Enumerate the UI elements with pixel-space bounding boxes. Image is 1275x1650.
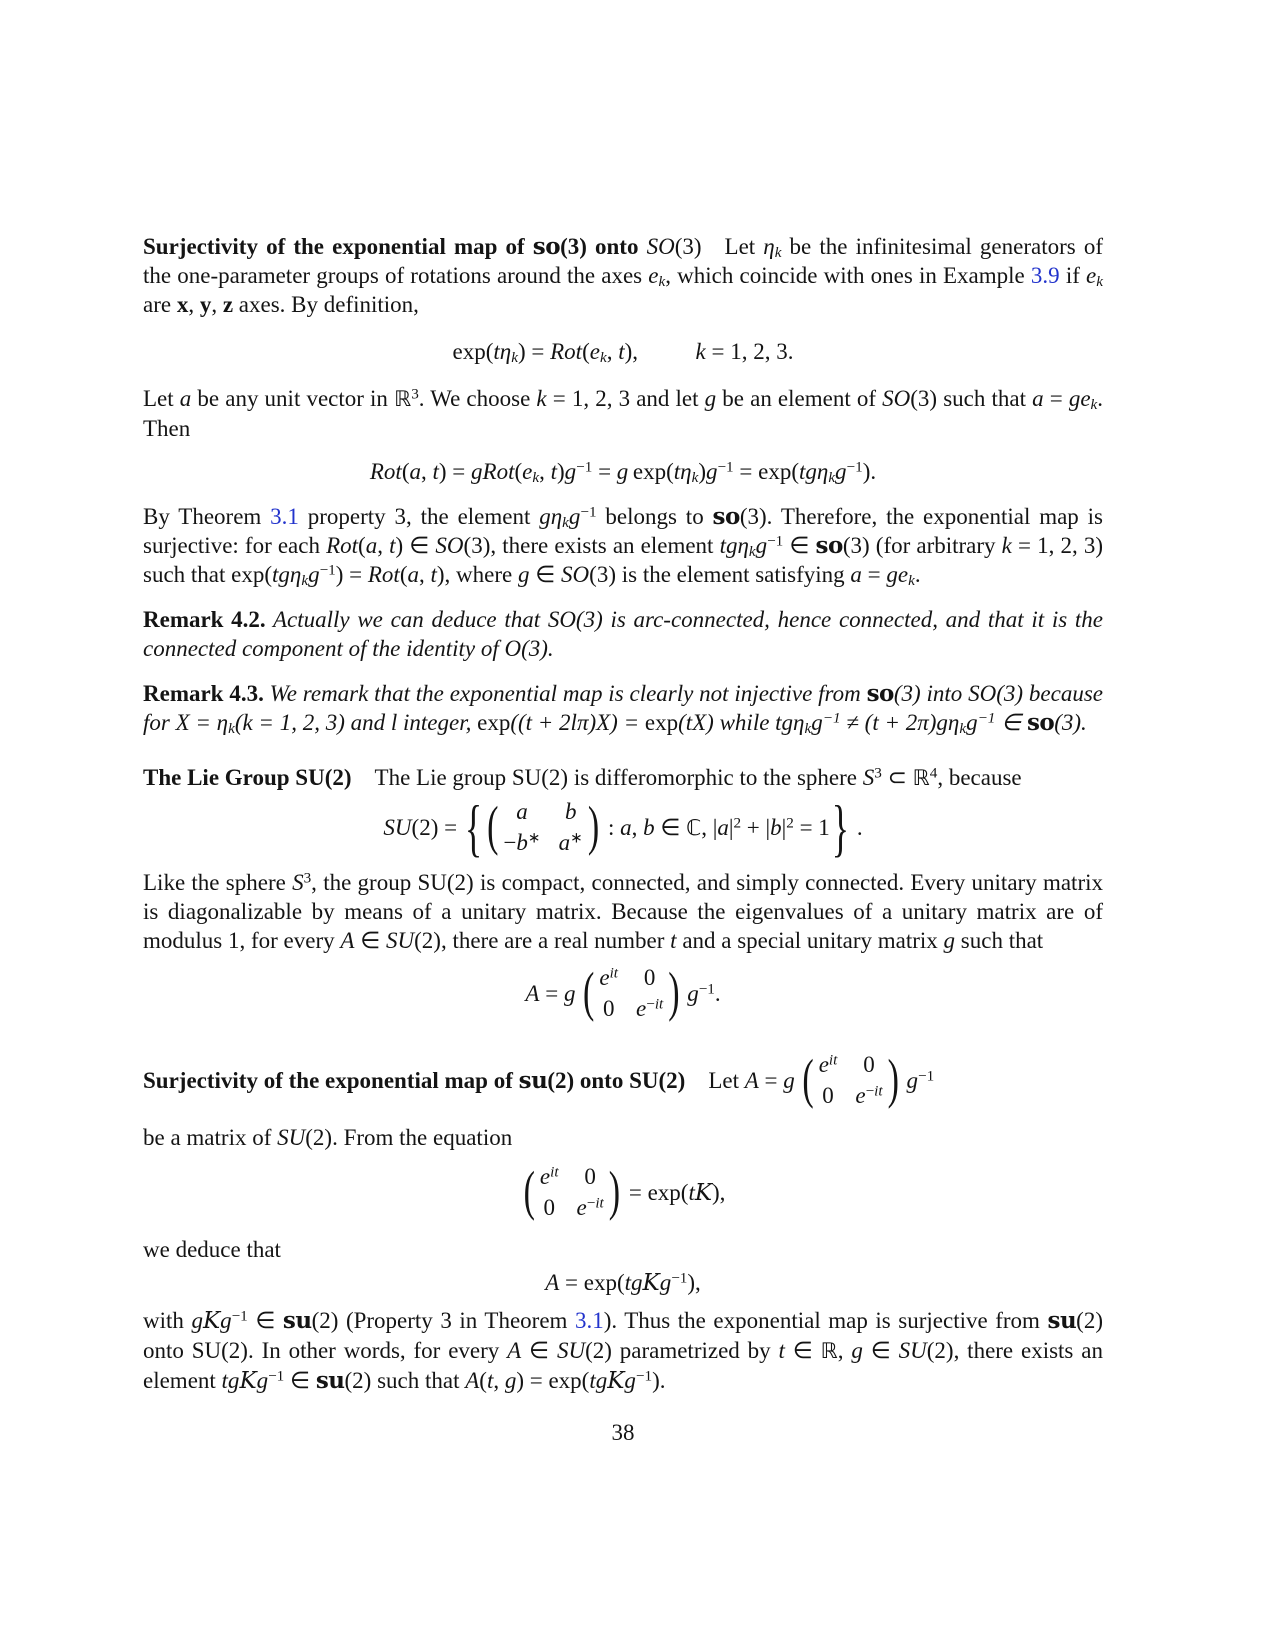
math-text: $g^{-1}$. (687, 980, 721, 1006)
ref-link[interactable]: 3.1 (574, 1308, 604, 1333)
matrix (486, 797, 600, 858)
big-brace: { (464, 792, 483, 863)
math-text: Rot(a, $t) = gRot(e_k$, $t)g^{-1} = g$ $\exp(t\eta_k)g^{-1} = \exp(tg\eta_kg^{-1})$. (369, 458, 877, 487)
equation-exp-rot (143, 337, 1103, 366)
big-paren-right: ) (668, 962, 680, 1023)
script-symbol: K (239, 1368, 257, 1394)
equation-rot-conjugation (143, 457, 1103, 486)
big-paren-left: ( (802, 1049, 814, 1110)
matrix-cell: $e^{-it}$ (855, 1082, 883, 1108)
remark-4-3: Remark 4.3. We remark that the exponential map is clearly not injective from so(3) into SO(3) because for $X = \eta_k(k = 1$, 2, 3) and l integer, exp((t + 2lπ)X) = exp(tX) while $tg\eta_kg^{-1} \ne (t + 2\pi)g\eta_kg^{-1}$ ∈ so(3). (143, 680, 1103, 738)
big-paren-right: ) (887, 1049, 899, 1110)
matrix-cell: $e^{it}$ (599, 964, 619, 990)
matrix-cell: 0 (822, 1083, 834, 1108)
fraktur-symbol: so (815, 532, 843, 559)
script-symbol: K (694, 1179, 713, 1206)
fraktur-symbol: so (712, 503, 740, 530)
para-we-deduce: we deduce that (143, 1237, 281, 1262)
matrix-cell: −b∗ (503, 829, 541, 855)
big-paren-right: ) (608, 1161, 621, 1222)
fraktur-symbol: su (1047, 1307, 1077, 1334)
matrix-cell: $e^{-it}$ (576, 1194, 604, 1220)
fraktur-symbol: so (1026, 709, 1055, 736)
fraktur-symbol: so (532, 233, 561, 260)
equation-A-exp (143, 1268, 1103, 1298)
matrix-cell: $e^{it}$ (539, 1163, 559, 1189)
matrix-entries (503, 797, 582, 858)
fraktur-symbol: su (282, 1307, 312, 1334)
matrix-cell: 0 (643, 965, 656, 990)
matrix (801, 1050, 900, 1111)
script-symbol: K (607, 1368, 625, 1394)
para-like-the-sphere: Like the sphere $S^3$, the group SU(2) is compact, connected, and simply connected. Every unitary matrix is diagonalizable by means of a unitary matrix. Because the eigenvalues of a unitary matrix are of modulus 1, for every A ∈ SU(2), there are a real number t and a special unitary matrix g such that (143, 869, 1103, 953)
equation-exp-tK (143, 1162, 1103, 1223)
heading-surjectivity-su2 (143, 1050, 1103, 1111)
fraktur-symbol: su (518, 1067, 548, 1094)
matrix-entries (819, 1050, 883, 1111)
math-text: Surjectivity of the exponential map of su(2) onto SU(2) Let A = g (143, 1067, 795, 1094)
matrix-cell: a (516, 799, 528, 824)
script-symbol: K (202, 1308, 221, 1334)
big-paren-left: ( (523, 1161, 535, 1222)
math-text: . (851, 815, 863, 840)
matrix-cell: 0 (543, 1195, 555, 1220)
big-paren-right: ) (587, 796, 600, 857)
equation-su2-definition (143, 792, 1103, 863)
math-text: : a, b ∈ ℂ, $|a|^2 + |b|^2 = 1$ (602, 813, 830, 841)
math-text: $g^{-1}$ (906, 1067, 935, 1093)
math-text: $\exp(t\eta_k) = Rot(e_k$, t), k = 1, 2, 3. (452, 339, 794, 367)
matrix-cell: 0 (602, 996, 615, 1021)
blackboard-symbol: ℝ (820, 1339, 838, 1364)
matrix-cell: $e^{-it}$ (636, 995, 664, 1021)
ref-link[interactable]: 3.9 (1030, 263, 1060, 288)
para-be-a-matrix: be a matrix of SU(2). From the equation (143, 1125, 513, 1150)
para-unit-vector: Let a be any unit vector in ℝ$^3$. We choose k = 1, 2, 3 and let g be an element of SO(3) such that $a = ge_k$. Then (143, 385, 1104, 441)
para-surjectivity-so3: Surjectivity of the exponential map of so(3) onto SO(3) Let $\eta_k$ be the infinitesimal generators of the one-parameter groups of rotations around the axes $e_k$, which coincide with ones in Example 3.9 if $e_k$ are x, y, z axes. By definition, (143, 233, 1103, 317)
page-number: 38 (611, 1420, 635, 1445)
matrix-cell: 0 (863, 1052, 875, 1077)
blackboard-symbol: ℝ (394, 387, 412, 412)
script-symbol: K (642, 1270, 660, 1296)
remark-4-2: Remark 4.2. Actually we can deduce that SO(3) is arc-connected, hence connected, and that it is the connected component of the identity of O(3). (143, 607, 1103, 661)
blackboard-symbol: ℂ (686, 815, 702, 841)
matrix-cell: a∗ (558, 829, 583, 855)
big-paren-left: ( (487, 796, 499, 857)
matrix-entries (540, 1162, 604, 1223)
fraktur-symbol: su (315, 1367, 345, 1394)
para-conclusion: with gKg$^{-1}$ ∈ su(2) (Property 3 in Theorem 3.1). Thus the exponential map is surjective from su(2) onto SU(2). In other words, for every A ∈ SU(2) parametrized by t ∈ ℝ, g ∈ SU(2), there exists an element tgKg$^{-1}$ ∈ su(2) such that A(t, g) = exp(tgKg$^{-1}$). (143, 1307, 1103, 1394)
blackboard-symbol: ℝ (912, 766, 930, 791)
equation-A-diagonalization (143, 963, 1103, 1024)
math-text: A = exp(tgKg$^{-1}$), (545, 1269, 701, 1296)
ref-link[interactable]: 3.1 (270, 504, 299, 529)
para-by-theorem: By Theorem 3.1 property 3, the element $g\eta_kg^{-1}$ belongs to so(3). Therefore, the exponential map is surjective: for each Rot(a, t) ∈ SO(3), there exists an element $tg\eta_kg^{-1}$ ∈ so(3) (for arbitrary k = 1, 2, 3) such that $\exp(tg\eta_kg^{-1}) = Rot(a$, t), where g ∈ SO(3) is the element satisfying $a = ge_k$. (143, 503, 1103, 590)
matrix-cell: $e^{it}$ (818, 1051, 838, 1077)
matrix-cell: b (565, 799, 577, 824)
big-brace: } (831, 792, 850, 863)
fraktur-symbol: so (866, 680, 894, 707)
math-text: SU(2) = (383, 815, 463, 840)
matrix (523, 1162, 622, 1223)
matrix-cell: 0 (584, 1164, 596, 1189)
big-paren-left: ( (583, 962, 595, 1023)
heading-lie-group-su2: The Lie Group SU(2) The Lie group SU(2) is differomorphic to the sphere $S^3$ ⊂ ℝ$^4$, because (143, 764, 1022, 791)
math-text: A = g (525, 981, 576, 1006)
math-text: = exp(tK), (623, 1179, 726, 1206)
matrix (582, 963, 681, 1024)
matrix-entries (599, 963, 663, 1024)
